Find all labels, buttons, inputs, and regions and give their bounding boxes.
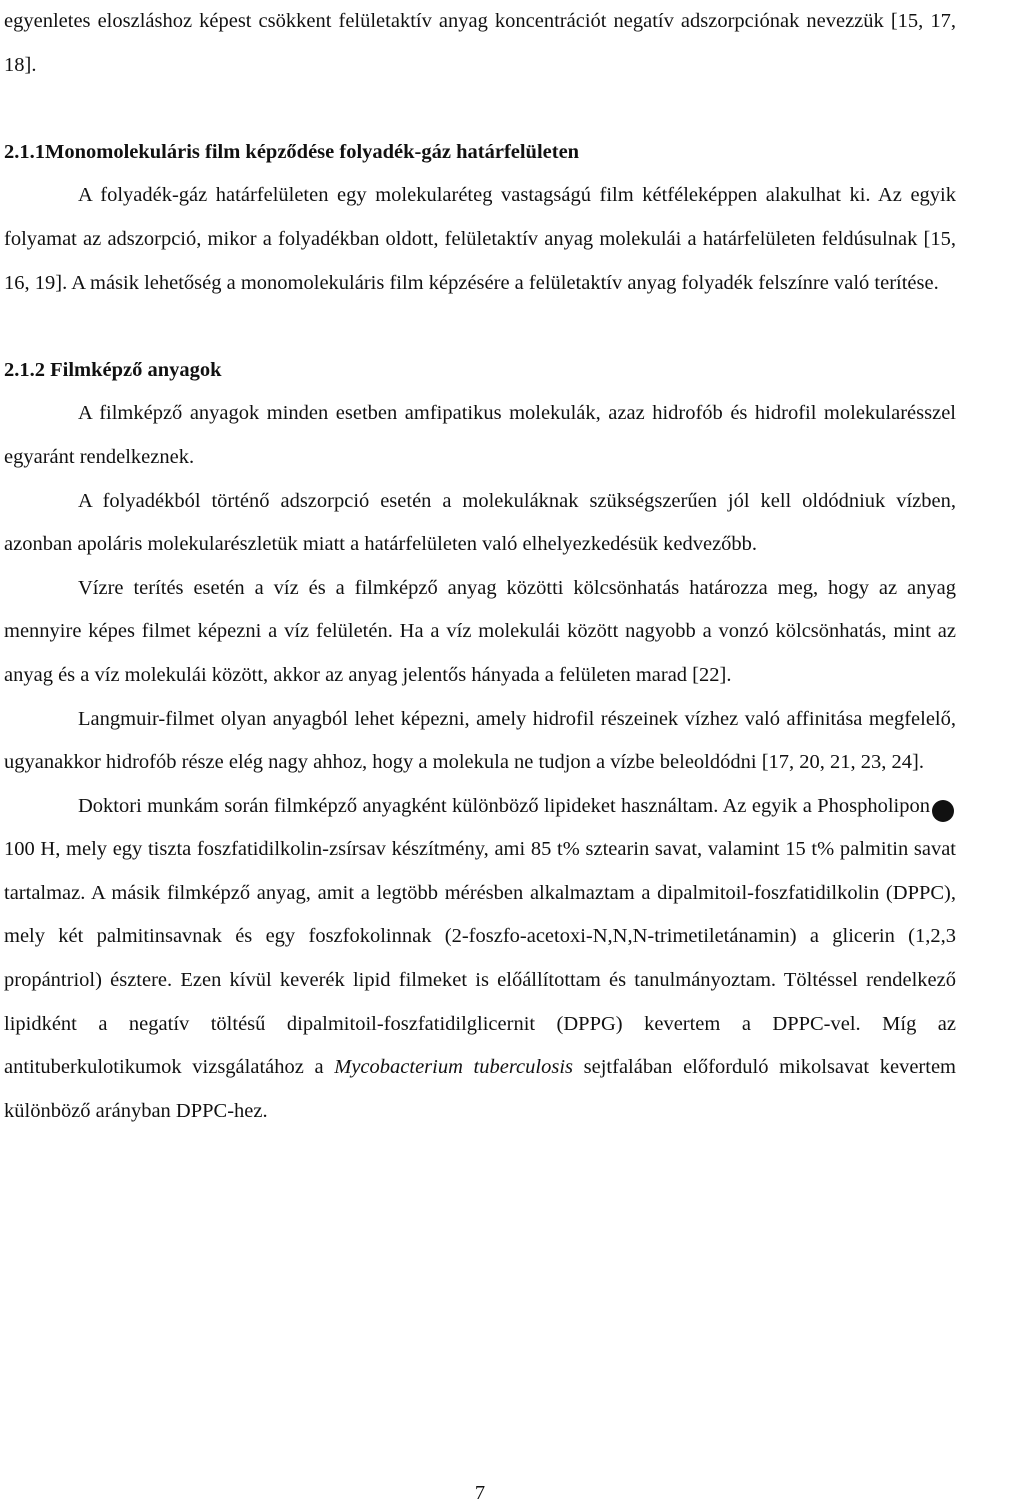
paragraph-amphipathic: A filmképző anyagok minden esetben amfipatikus molekulák, azaz hidrofób és hidrofil molekularésszel egyaránt rendelkeznek.: [4, 402, 956, 468]
species-name: Mycobacterium tuberculosis: [334, 1056, 573, 1079]
paragraph-spreading: Vízre terítés esetén a víz és a filmképző anyag közötti kölcsönhatás határozza meg, hogy az anyag mennyire képes filmet képezni a víz felületén. Ha a víz molekulái között nagyobb a vonzó kölcsönhatás, mint az anyag és a víz molekulái között, akkor az anyag jelentős hányada a felületen marad [22].: [4, 576, 956, 686]
paragraph-adsorption: A folyadékból történő adszorpció esetén a molekuláknak szükségszerűen jól kell oldódniuk vízben, azonban apoláris molekularészletük miatt a határfelületen való elhelyezkedésük kedvezőbb.: [4, 489, 956, 556]
lipids-text-3: sejtfalában előforduló mikolsavat kevertem különböző arányban DPPC-hez.: [4, 1056, 956, 1122]
paragraph-film-formation: A folyadék-gáz határfelületen egy molekularéteg vastagságú film kétféleképpen alakulhat ki. Az egyik folyamat az adszorpció, mikor a folyadékban oldott, felületaktív anyag molekulái a határfelületen feldúsulnak [15, 16, 19]. A másik lehetőség a monomolekuláris film képzésére a felületaktív anyag folyadék felszínre való terítése.: [4, 184, 956, 294]
spacer: [4, 87, 956, 131]
paragraph-intro: egyenletes eloszláshoz képest csökkent felületaktív anyag koncentrációt negatív adszorpciónak nevezzük [15, 17, 18].: [4, 10, 956, 76]
page-number: 7: [474, 1482, 486, 1504]
section-heading-2-1-1: 2.1.1Monomolekuláris film képződése folyadék-gáz határfelületen: [4, 140, 580, 163]
section-heading-2-1-2: 2.1.2 Filmképző anyagok: [4, 358, 222, 381]
paragraph-lipids: [4, 785, 1017, 1134]
spacer: [4, 305, 956, 349]
document-page: [4, 0, 1017, 1133]
paragraph-langmuir: Langmuir-filmet olyan anyagból lehet képezni, amely hidrofil részeinek vízhez való affinitása megfelelő, ugyanakkor hidrofób része elég nagy ahhoz, hogy a molekula ne tudjon a vízbe beleoldódni [17, 20, 21, 23, 24].: [4, 707, 956, 774]
registered-trademark-icon: R: [932, 800, 954, 822]
lipids-text-1: Doktori munkám során filmképző anyagként különböző lipideket használtam. Az egyik a Phospholipon: [78, 794, 930, 817]
lipids-text-2: 100 H, mely egy tiszta foszfatidilkolin-zsírsav készítmény, ami 85 t% sztearin savat, valamint 15 t% palmitin savat tartalmaz. A másik filmképző anyag, amit a legtöbb mérésben alkalmaztam a dipalmitoil-foszfatidilkolin (DPPC), mely két palmitinsavnak és egy foszfokolinnak (2-foszfo-acetoxi-N,N,N-trimetiletánamin) a glicerin (1,2,3 propántriol) észtere. Ezen kívül keverék lipid filmeket is előállítottam és tanulmányoztam. Töltéssel rendelkező lipidként a negatív töltésű dipalmitoil-foszfatidilglicernit (DPPG) kevertem a DPPC-vel. Míg az antituberkulotikumok vizsgálatához a: [4, 838, 956, 1079]
